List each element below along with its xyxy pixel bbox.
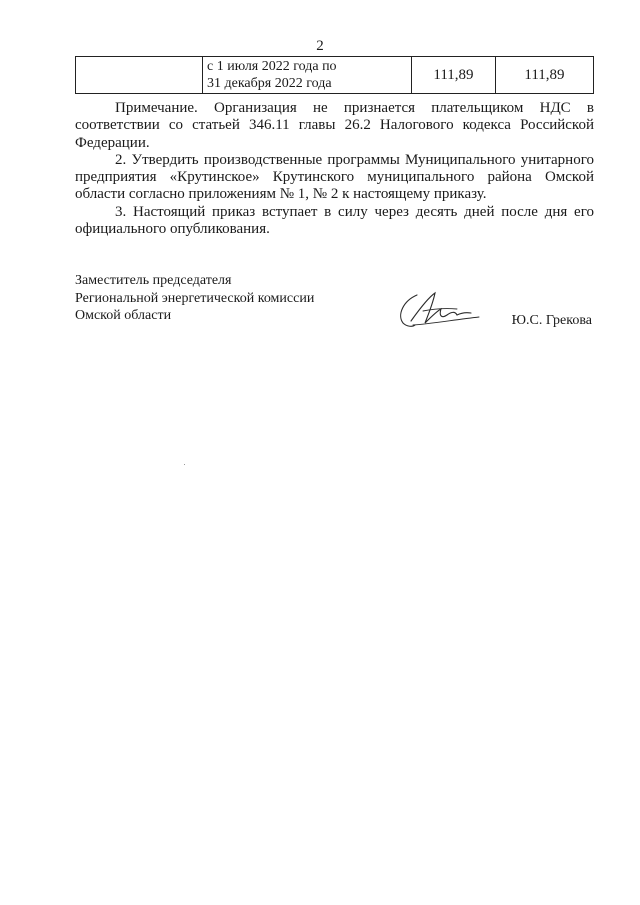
table-cell-value-2: 111,89	[496, 57, 594, 94]
signatory-block	[75, 272, 314, 325]
table-row	[76, 57, 594, 94]
table-cell-period	[203, 57, 412, 94]
page-number: 2	[316, 38, 324, 54]
scan-speck	[184, 464, 185, 465]
table-cell-value-1: 111,89	[412, 57, 496, 94]
note-paragraph: Примечание. Организация не признается плательщиком НДС в соответствии со статьей 346.11 главы 26.2 Налогового кодекса Российской Федерации.	[75, 100, 594, 151]
paragraph-2: 2. Утвердить производственные программы Муниципального унитарного предприятия «Крутинское» Крутинского муниципального района Омской области согласно приложениям № 1, № 2 к настоящему приказу.	[75, 151, 594, 203]
signatory-title-line-2: Региональной энергетической комиссии	[75, 290, 315, 306]
signatory-title-line-1: Заместитель председателя	[75, 273, 232, 288]
signatory-title-line-3: Омской области	[75, 308, 172, 323]
period-line-2: 31 декабря 2022 года	[207, 76, 332, 91]
handwritten-signature	[395, 287, 485, 333]
paragraph-3: 3. Настоящий приказ вступает в силу через десять дней после дня его официального опубликования.	[75, 203, 594, 238]
period-line-1: с 1 июля 2022 года по	[207, 59, 337, 74]
body-text	[75, 100, 594, 238]
tariff-table	[75, 56, 594, 94]
table-cell-empty	[76, 57, 203, 94]
signer-name: Ю.С. Грекова	[511, 313, 592, 328]
